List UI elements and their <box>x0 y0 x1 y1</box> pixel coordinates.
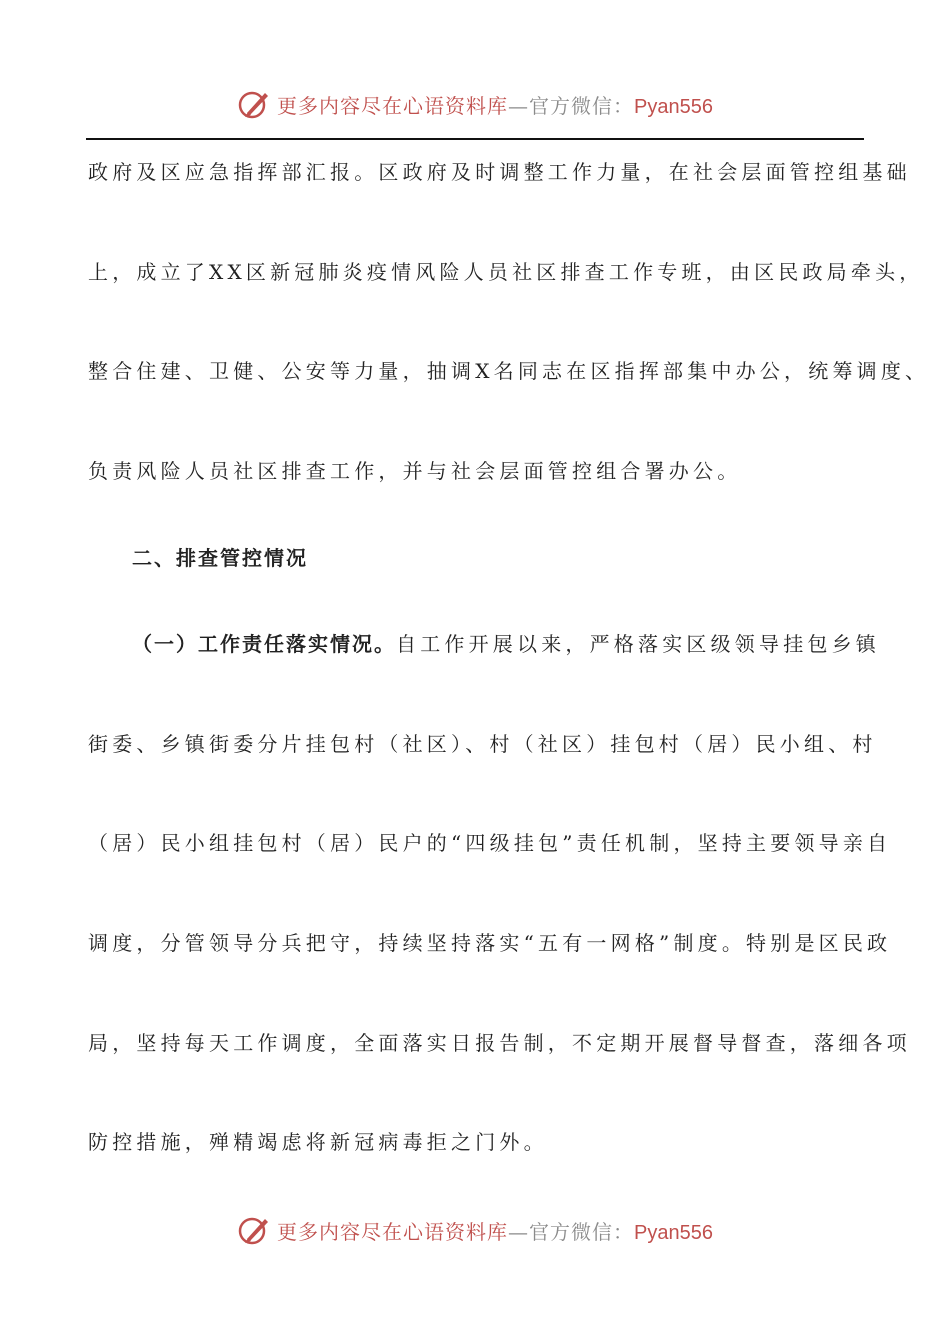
body-line: 街委、乡镇街委分片挂包村（社区）、村（社区）挂包村（居）民小组、村 <box>88 732 877 756</box>
banner-site-text: 更多内容尽在心语资料库 <box>277 93 509 118</box>
banner-contact-id: Pyan556 <box>634 1221 713 1244</box>
quill-logo-icon <box>237 87 271 121</box>
quill-logo-icon <box>237 1213 271 1247</box>
body-line: 局，坚持每天工作调度，全面落实日报告制，不定期开展督导督查，落细各项 <box>88 1031 911 1055</box>
section-heading: 二、排查管控情况 <box>132 546 308 570</box>
body-line: 政府及区应急指挥部汇报。区政府及时调整工作力量，在社会层面管控组基础 <box>88 160 911 184</box>
body-line: 防控措施，殚精竭虑将新冠病毒拒之门外。 <box>88 1130 548 1154</box>
body-line: （居）民小组挂包村（居）民户的“四级挂包”责任机制，坚持主要领导亲自 <box>88 831 892 855</box>
banner-separator: — <box>508 93 530 118</box>
body-line <box>0 629 950 659</box>
banner-separator: — <box>508 1219 530 1244</box>
sub-heading: （一）工作责任落实情况。 <box>132 632 396 656</box>
banner-contact-label: 官方微信： <box>529 93 635 118</box>
header-banner <box>0 84 950 124</box>
body-line: 整合住建、卫健、公安等力量，抽调X名同志在区指挥部集中办公，统筹调度、 <box>88 359 930 383</box>
header-rule <box>86 138 864 140</box>
footer-banner <box>0 1210 950 1250</box>
body-line: 负责风险人员社区排查工作，并与社会层面管控组合署办公。 <box>88 459 742 483</box>
body-line: 上，成立了XX区新冠肺炎疫情风险人员社区排查工作专班，由区民政局牵头， <box>88 260 924 284</box>
banner-contact-label: 官方微信： <box>529 1219 635 1244</box>
banner-site-text: 更多内容尽在心语资料库 <box>277 1219 509 1244</box>
body-line-rest: 自工作开展以来，严格落实区级领导挂包乡镇 <box>396 632 880 656</box>
body-line: 调度，分管领导分兵把守，持续坚持落实“五有一网格”制度。特别是区民政 <box>88 931 892 955</box>
banner-contact-id: Pyan556 <box>634 95 713 118</box>
